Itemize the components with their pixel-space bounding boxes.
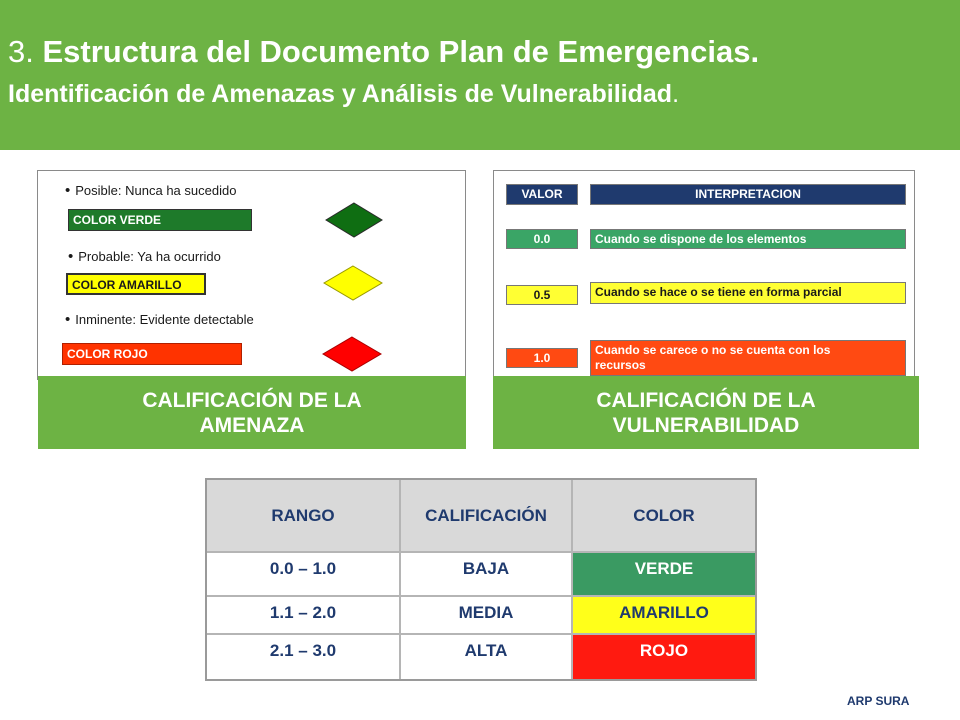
rating-table bbox=[205, 478, 757, 681]
red-diamond-icon bbox=[321, 336, 383, 372]
threat-bullet-imminent: • Inminente: Evidente detectable bbox=[65, 311, 254, 328]
interpretation-cell: Cuando se dispone de los elementos bbox=[590, 229, 906, 249]
color-label-green: COLOR VERDE bbox=[68, 209, 252, 231]
green-diamond-icon bbox=[324, 202, 384, 238]
table-cell-range: 0.0 – 1.0 bbox=[207, 553, 401, 597]
value-cell: 1.0 bbox=[506, 348, 578, 368]
table-cell-range: 2.1 – 3.0 bbox=[207, 635, 401, 679]
table-cell-color: AMARILLO bbox=[573, 597, 755, 635]
interpretation-cell: Cuando se carece o no se cuenta con los recursos bbox=[590, 340, 906, 376]
title-line2: Identificación de Amenazas y Análisis de Vulnerabilidad bbox=[8, 80, 673, 108]
color-label-red: COLOR ROJO bbox=[62, 343, 242, 365]
slide-title bbox=[8, 34, 759, 70]
table-cell-rating: BAJA bbox=[401, 553, 573, 597]
table-cell-color: VERDE bbox=[573, 553, 755, 597]
vulnerability-caption: CALIFICACIÓN DE LA VULNERABILIDAD bbox=[493, 376, 919, 449]
threat-bullet-possible: • Posible: Nunca ha sucedido bbox=[65, 182, 237, 199]
interpretation-cell: Cuando se hace o se tiene en forma parcial bbox=[590, 282, 906, 304]
threat-caption: CALIFICACIÓN DE LA AMENAZA bbox=[38, 376, 466, 449]
table-header-cell: RANGO bbox=[207, 480, 401, 553]
table-header-cell: CALIFICACIÓN bbox=[401, 480, 573, 553]
interpretation-header: INTERPRETACION bbox=[590, 184, 906, 205]
brand-footer: ARP SURA bbox=[847, 694, 910, 708]
table-header-cell: COLOR bbox=[573, 480, 755, 553]
table-cell-rating: MEDIA bbox=[401, 597, 573, 635]
value-cell: 0.0 bbox=[506, 229, 578, 249]
slide-subtitle bbox=[8, 80, 679, 109]
table-cell-range: 1.1 – 2.0 bbox=[207, 597, 401, 635]
table-cell-rating: ALTA bbox=[401, 635, 573, 679]
vulnerability-legend-panel bbox=[493, 170, 915, 380]
threat-legend-panel bbox=[37, 170, 466, 380]
title-line2-end: . bbox=[672, 80, 680, 108]
title-banner bbox=[0, 0, 960, 150]
value-header: VALOR bbox=[506, 184, 578, 205]
title-line1: Estructura del Documento Plan de Emergencias. bbox=[42, 34, 760, 69]
table-cell-color: ROJO bbox=[573, 635, 755, 679]
section-number: 3. bbox=[8, 34, 34, 69]
threat-bullet-probable: • Probable: Ya ha ocurrido bbox=[68, 248, 221, 265]
value-cell: 0.5 bbox=[506, 285, 578, 305]
color-label-yellow: COLOR AMARILLO bbox=[66, 273, 206, 295]
yellow-diamond-icon bbox=[322, 265, 384, 301]
